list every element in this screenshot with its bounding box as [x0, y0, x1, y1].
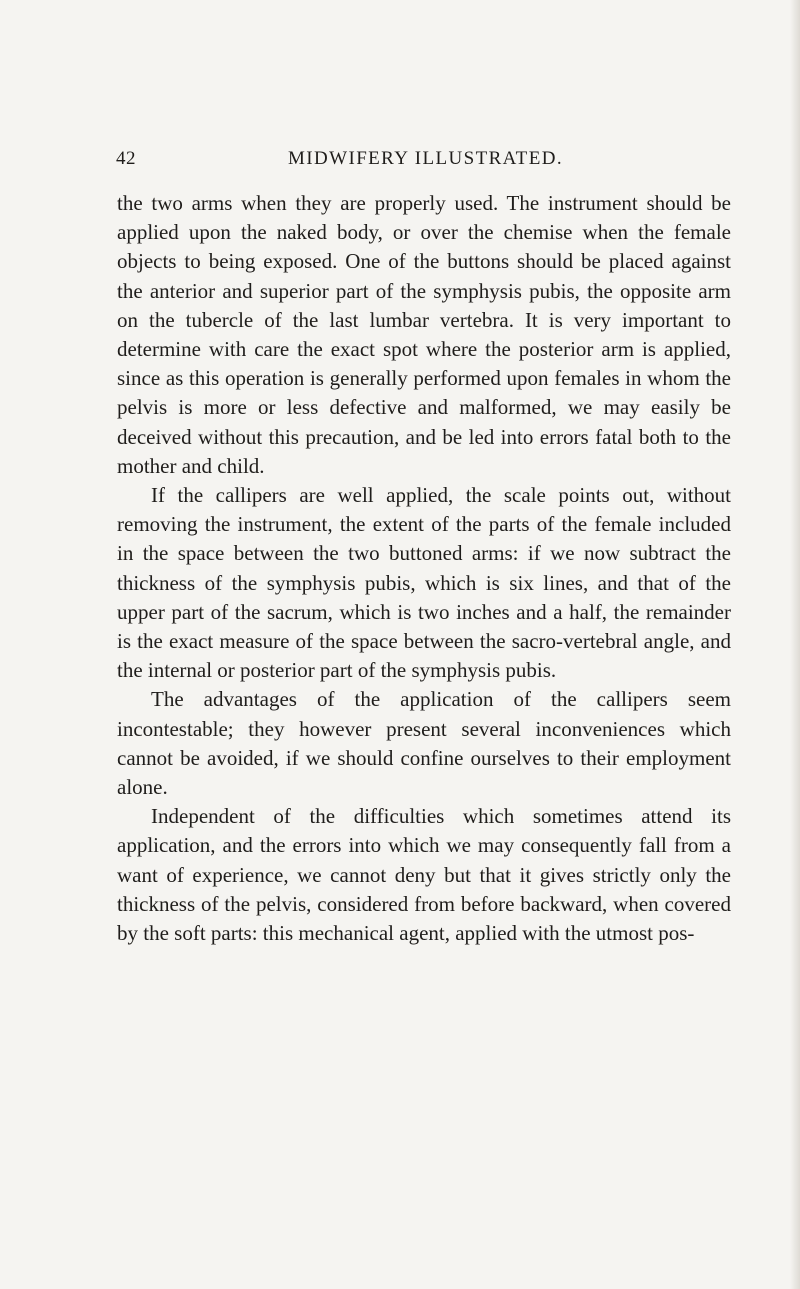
paragraph-4: Independent of the difficulties which sometimes attend its application, and the errors into which we may consequently fall from a want of experience, we cannot deny but that it gives strictly only the thickness of the pelvis, considered from before backward, when covered by the soft parts: this mechanical agent, applied with the utmost pos- [117, 804, 731, 946]
paragraph-2: If the callipers are well applied, the scale points out, without removing the instrument, the extent of the parts of the female included in the space between the two buttoned arms: if we now subtract the thickness of the symphysis pubis, which is six lines, and that of the upper part of the sacrum, which is two inches and a half, the remainder is the exact measure of the space between the sacro-vertebral angle, and the internal or posterior part of the symphysis pubis. [117, 483, 731, 683]
page-number: 42 [116, 148, 136, 169]
running-head: MIDWIFERY ILLUSTRATED. [288, 148, 563, 169]
body-text [117, 189, 731, 948]
paragraph-1: the two arms when they are properly used. The instrument should be applied upon the naked body, or over the chemise when the female objects to being exposed. One of the buttons should be placed against the anterior and superior part of the symphysis pubis, the opposite arm on the tubercle of the last lumbar vertebra. It is very important to determine with care the exact spot where the posterior arm is applied, since as this operation is generally performed upon females in whom the pelvis is more or less defective and malformed, we may easily be deceived without this precaution, and be led into errors fatal both to the mother and child. [117, 191, 731, 478]
page-edge [790, 0, 800, 1289]
page-header [0, 148, 800, 176]
paragraph-3: The advantages of the application of the callipers seem incontestable; they however present several inconveniences which cannot be avoided, if we should confine ourselves to their employment alone. [117, 687, 731, 800]
